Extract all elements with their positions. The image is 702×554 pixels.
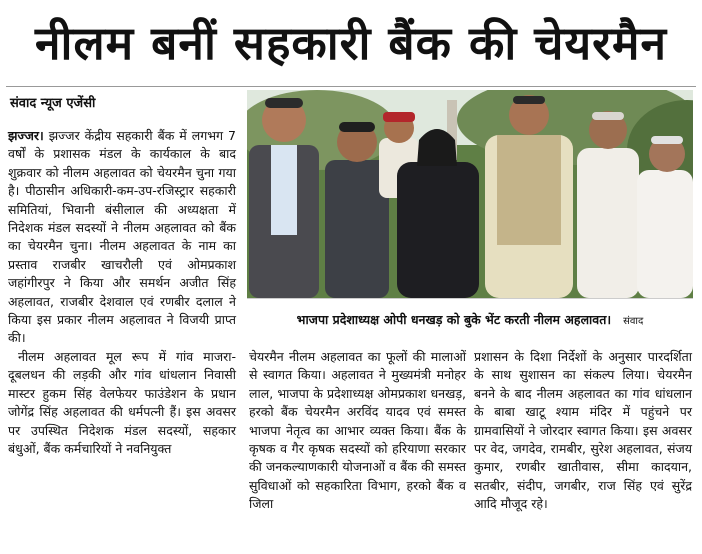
photo-illustration [247,90,693,298]
byline: संवाद न्यूज एजेंसी [10,96,96,111]
photo-caption-text: भाजपा प्रदेशाध्यक्ष ओपी धनखड़ को बुके भेंट करती नीलम अहलावत। [296,312,612,327]
headline-rule [6,86,696,87]
article-column-3 [474,348,692,514]
article-column-1 [8,127,236,458]
article-paragraph-3: चेयरमैन नीलम अहलावत का फूलों की मालाओं से स्वागत किया। अहलावत ने मुख्यमंत्री मनोहर लाल, भाजपा के प्रदेशाध्यक्ष ओमप्रकाश धनखड़, हरको बैंक चेयरमैन अरविंद यादव एवं समस्त भाजपा नेतृत्व का आभार व्यक्त किया। बैंक के कृषक व गैर कृषक सदस्यों को हरियाणा सरकार की जनकल्याणकारी योजनाओं व बैंक की समस्त सुविधाओं को सहकारिता विभाग, हरको बैंक व जिला [249,349,466,512]
article-column-2 [249,348,466,514]
news-photo [247,90,693,298]
article-paragraph-1: झज्जर केंद्रीय सहकारी बैंक में लगभग 7 वर्षों के प्रशासक मंडल के कार्यकाल के बाद शुक्रवार को नीलम अहलावत को चेयरमैन चुना गया है। पीठासीन अधिकारी-कम-उप-रजिस्ट्रार सहकारी समितियां, भिवानी बंसीलाल की अध्यक्षता में निदेशक मंडल सदस्यों ने नीलम अहलावत को बैंक का चेयरमैन चुना। नीलम अहलावत के नाम का प्रस्ताव राजबीर खाचरौली एवं ओमप्रकाश जहांगीरपुर ने किया और समर्थन अजीत सिंह अहलावत, राजबीर देशवाल एवं रणबीर दलाल ने किया इस प्रकार नीलम अहलावत ने विजयी प्राप्त की। [8,128,236,346]
article-paragraph-4: प्रशासन के दिशा निर्देशों के अनुसार पारदर्शिता के साथ सुशासन का संकल्प लिया। चेयरमैन बनने के बाद नीलम अहलावत का गांव धांधलान के बाबा खाटू श्याम मंदिर में पहुंचने पर ग्रामवासियों ने जोरदार स्वागत किया। इस अवसर पर वेद, जगदेव, रामबीर, सुरेश अहलावत, संजय कुमार, रणबीर खातीवास, सीमा कादयान, सतबीर, संदीप, जगबीर, राज सिंह एवं सुरेंद्र आदि मौजूद रहे। [474,349,692,512]
headline: नीलम बनीं सहकारी बैंक की चेयरमैन [35,16,667,70]
photo-credit: संवाद [623,316,644,327]
photo-caption [247,298,693,341]
dateline: झज्जर। [8,128,44,143]
article-paragraph-2: नीलम अहलावत मूल रूप में गांव माजरा-दूबलधन की लड़की और गांव धांधलान निवासी मास्टर हुकम सिंह वेलफेयर फाउंडेशन के प्रधान जोगेंद्र सिंह अहलावत की धर्मपत्नी हैं। इस अवसर पर उपस्थित निदेशक मंडल सदस्यों, सहकार बंधुओं, बैंक कर्मचारियों ने नवनियुक्त [8,348,236,456]
